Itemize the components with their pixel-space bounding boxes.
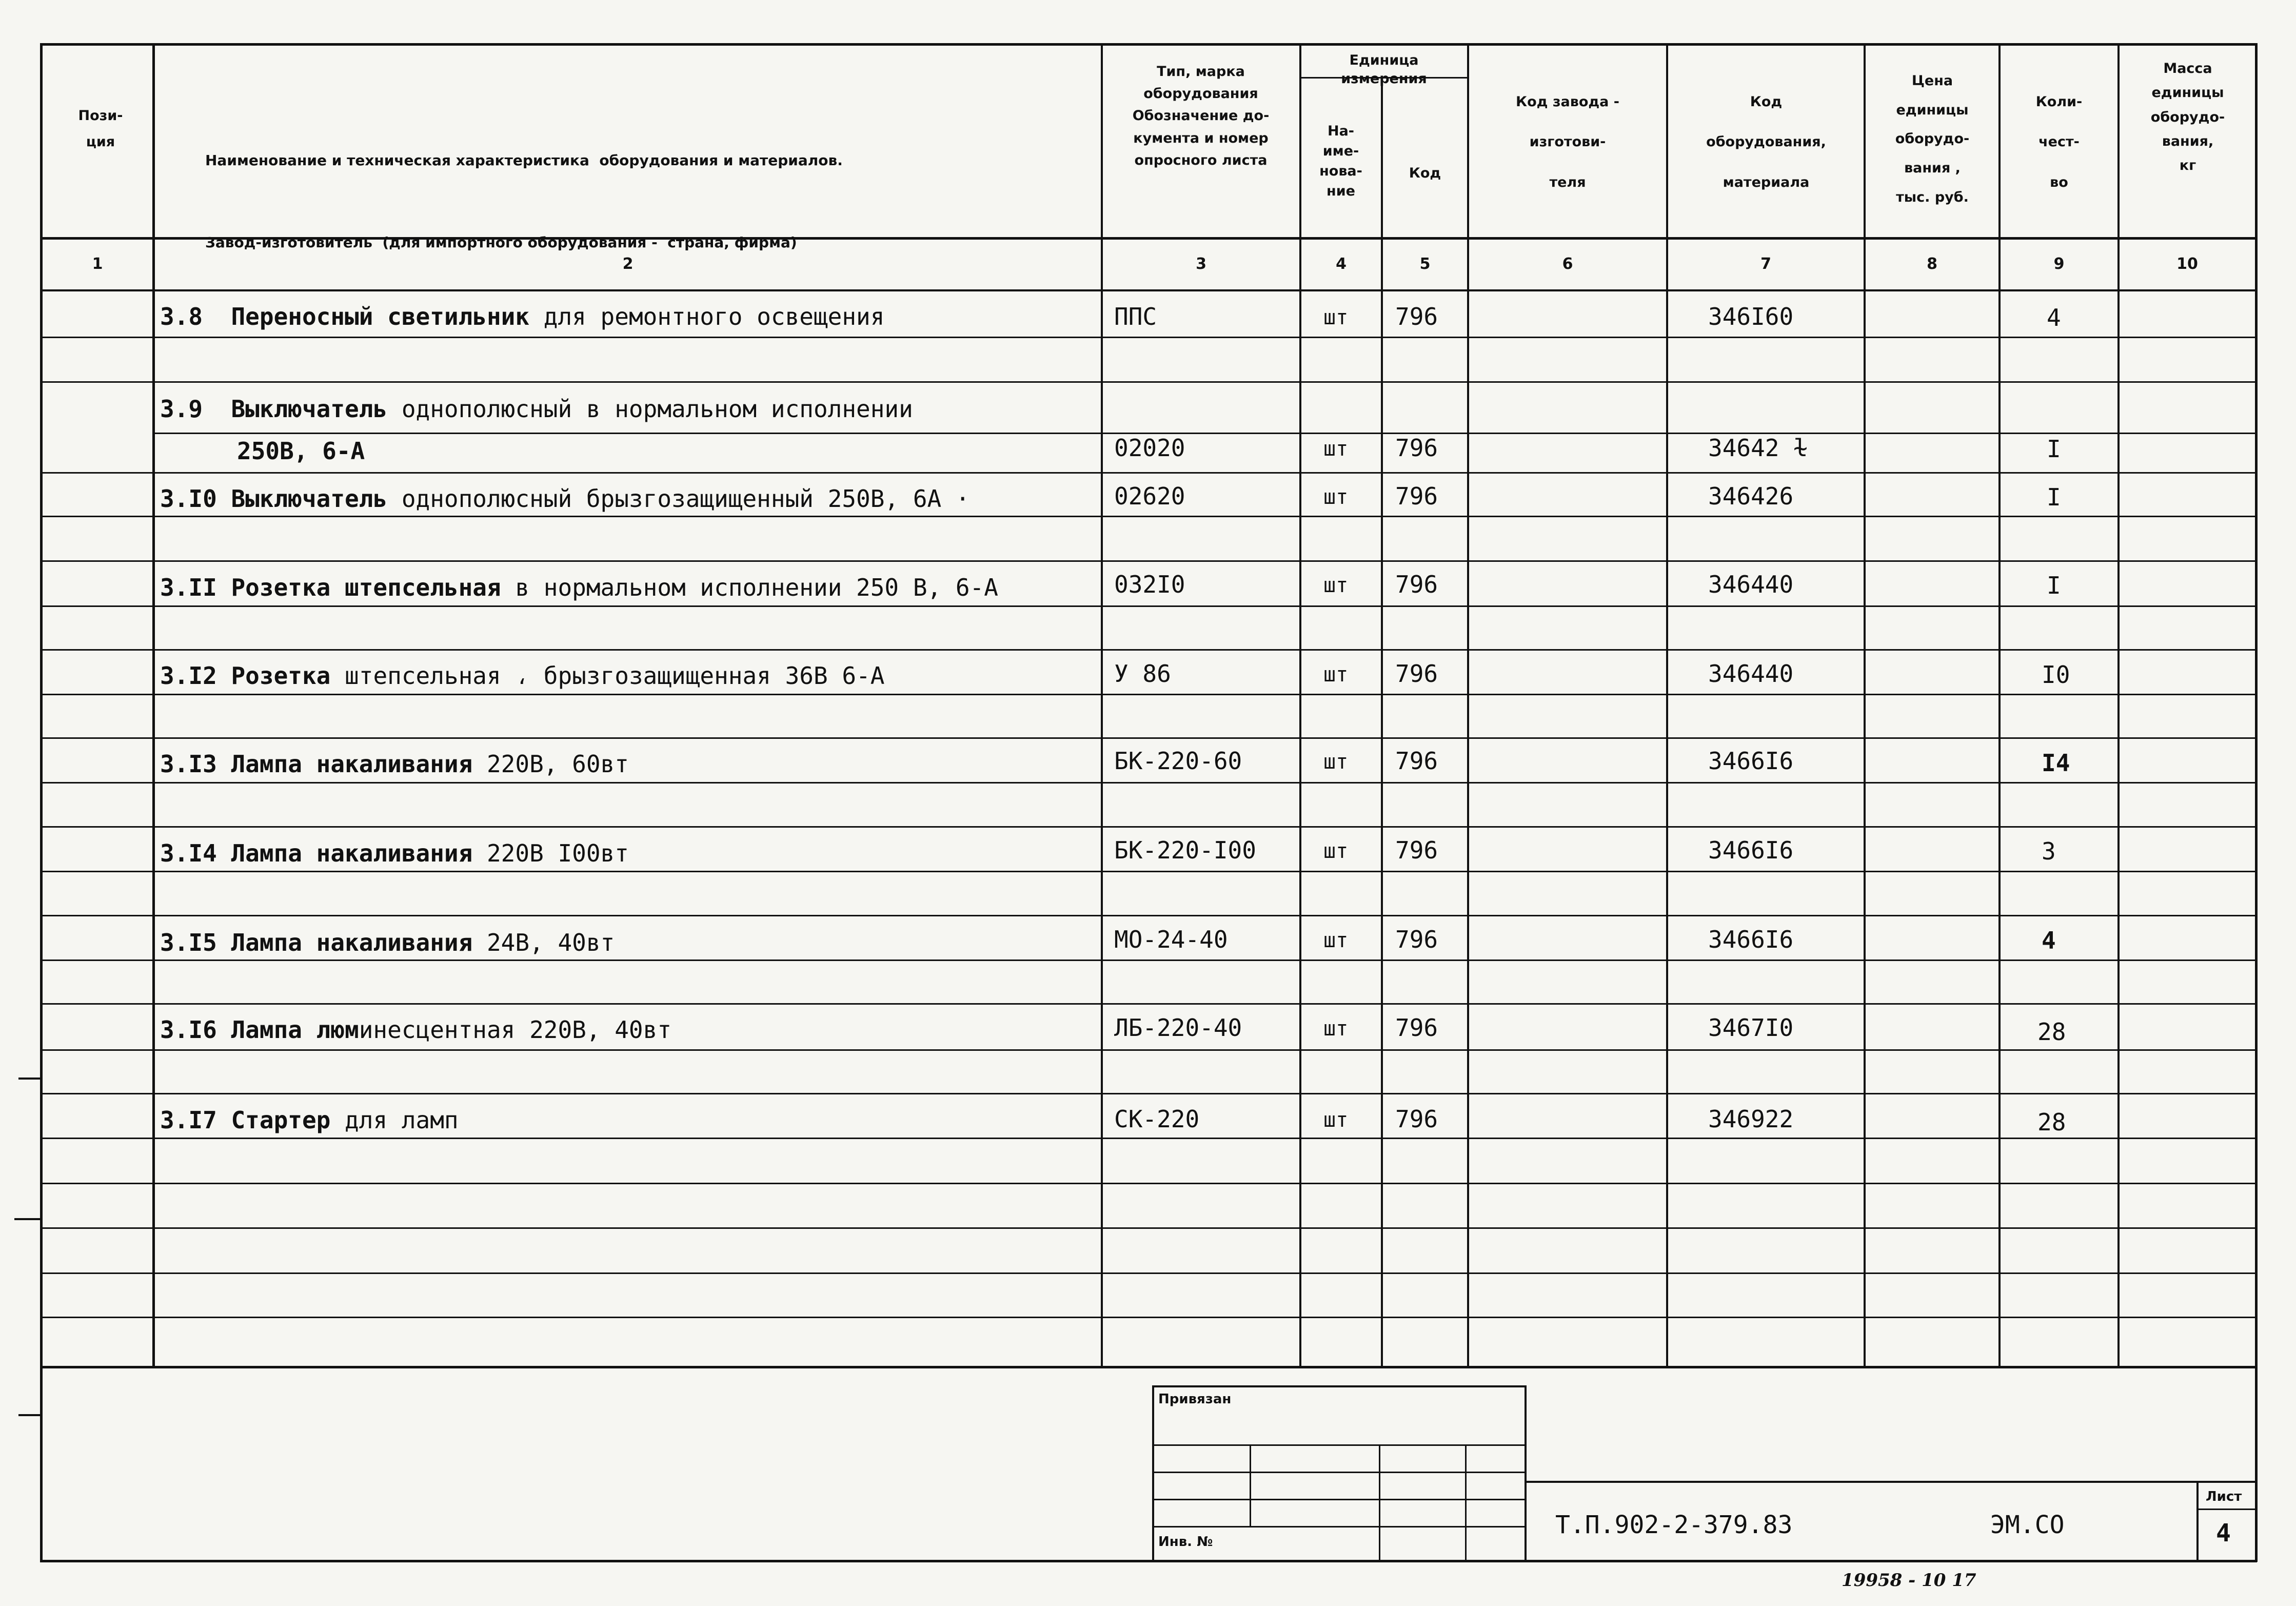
row-material-code: 346440 [1708,571,1794,598]
row-material-code: 3466I6 [1708,926,1794,953]
row-unit-code: 796 [1395,836,1438,864]
row-material-code: 346I60 [1708,303,1794,330]
row-unit-code: 796 [1395,571,1438,598]
row-quantity: I [2047,435,2061,463]
row-unit-code: 796 [1395,434,1438,462]
row-material-code: 3467I0 [1708,1014,1794,1042]
row-description: 3.I0 Выключатель однополюсный брызгозащищенный 250В, 6А · [160,485,970,513]
header-position: Пози- ция [78,108,123,150]
row-unit: шт [1323,839,1349,863]
row-description: 3.9 Выключатель однополюсный в нормальном исполнении [160,395,913,423]
column-number: 8 [1927,255,1937,273]
row-description: 3.I5 Лампа накаливания 24В, 40вт [160,929,615,956]
row-material-code: 346440 [1708,660,1794,688]
attached-label: Привязан [1158,1392,1232,1407]
row-material-code: 3466I6 [1708,836,1794,864]
document-code: Т.П.902-2-379.83 [1555,1511,1793,1539]
row-unit-code: 796 [1395,303,1438,330]
row-unit: шт [1323,306,1349,329]
row-type: 02620 [1114,482,1185,510]
header-price: Цена единицы оборудо- вания , тыс. руб. [1895,73,1970,205]
row-unit: шт [1323,663,1349,687]
header-unit-group: Единица измерения [1341,52,1427,87]
row-type: У 86 [1114,660,1171,688]
row-unit: шт [1323,750,1349,774]
row-quantity: 4 [2047,304,2061,331]
column-number: 9 [2053,255,2065,273]
row-unit-code: 796 [1395,660,1438,688]
sheet-number: 4 [2216,1519,2231,1548]
row-description-line2: 250В, 6-А [237,437,365,465]
row-unit: шт [1323,1017,1349,1041]
sheet-code: ЭМ.СО [1990,1511,2065,1539]
row-quantity: 28 [2037,1108,2066,1136]
row-unit: шт [1323,574,1349,597]
column-number: 3 [1196,255,1206,273]
row-quantity: I [2047,483,2061,511]
row-description: 3.II Розетка штепсельная в нормальном исполнении 250 В, 6-А [160,574,998,601]
row-material-code: 34642 ɫ [1708,434,1808,462]
row-type: БК-220-60 [1114,747,1242,775]
row-quantity: 4 [2042,927,2056,954]
row-unit-code: 796 [1395,482,1438,510]
row-description: 3.I4 Лампа накаливания 220В I00вт [160,839,629,867]
header-name: Наименование и техническая характеристика оборудования и материалов. Завод-изготовитель (для импортного оборудования - страна, фирма) [205,152,843,251]
column-number: 5 [1419,255,1431,273]
handwritten-note: 19958 - 10 17 [1842,1570,1976,1591]
row-unit-code: 796 [1395,926,1438,953]
row-description: 3.I3 Лампа накаливания 220В, 60вт [160,750,629,778]
column-number: 10 [2176,255,2198,273]
column-number: 1 [92,255,103,273]
header-unit-code: Код [1409,165,1441,181]
row-unit-code: 796 [1395,1105,1438,1133]
row-description: 3.I7 Стартер для ламп [160,1106,459,1134]
row-type: ППС [1114,303,1157,330]
row-description: 3.I6 Лампа люминесцентная 220В, 40вт [160,1016,672,1044]
row-quantity: I [2047,572,2061,599]
column-number: 6 [1562,255,1573,273]
row-material-code: 3466I6 [1708,747,1794,775]
sheet-label: Лист [2206,1489,2242,1504]
row-unit-code: 796 [1395,1014,1438,1042]
row-description: 3.I2 Розетка штепсельная ، брызгозащищенная 36В 6-А [160,662,885,690]
column-number: 2 [622,255,634,273]
row-quantity: 3 [2042,837,2056,865]
row-quantity: I4 [2042,749,2070,777]
row-type: СК-220 [1114,1105,1200,1133]
row-unit: шт [1323,929,1349,952]
row-unit-code: 796 [1395,747,1438,775]
header-factory-code: Код завода - изготови- теля [1516,94,1619,190]
row-unit: шт [1323,1108,1349,1132]
header-mass: Масса единицы оборудо- вания, кг [2150,61,2225,173]
row-type: БК-220-I00 [1114,836,1256,864]
header-unit-name: На- име- нова- ние [1319,123,1362,200]
row-description: 3.8 Переносный светильник для ремонтного освещения [160,303,885,330]
header-material-code: Код оборудования, материала [1706,94,1826,190]
row-type: МО-24-40 [1114,926,1228,953]
header-quantity: Коли- чест- во [2035,94,2083,190]
row-type: ЛБ-220-40 [1114,1014,1242,1042]
row-quantity: 28 [2037,1018,2066,1046]
row-material-code: 346922 [1708,1105,1794,1133]
row-unit: шт [1323,437,1349,461]
row-material-code: 346426 [1708,482,1794,510]
column-number: 4 [1336,255,1347,273]
row-unit: шт [1323,485,1349,509]
inventory-number-label: Инв. № [1158,1534,1213,1550]
row-quantity: I0 [2042,661,2070,689]
row-type: 032I0 [1114,571,1185,598]
row-type: 02020 [1114,434,1185,462]
header-type: Тип, марка оборудования Обозначение до- кумента и номер опросного листа [1132,64,1270,168]
column-number: 7 [1760,255,1771,273]
